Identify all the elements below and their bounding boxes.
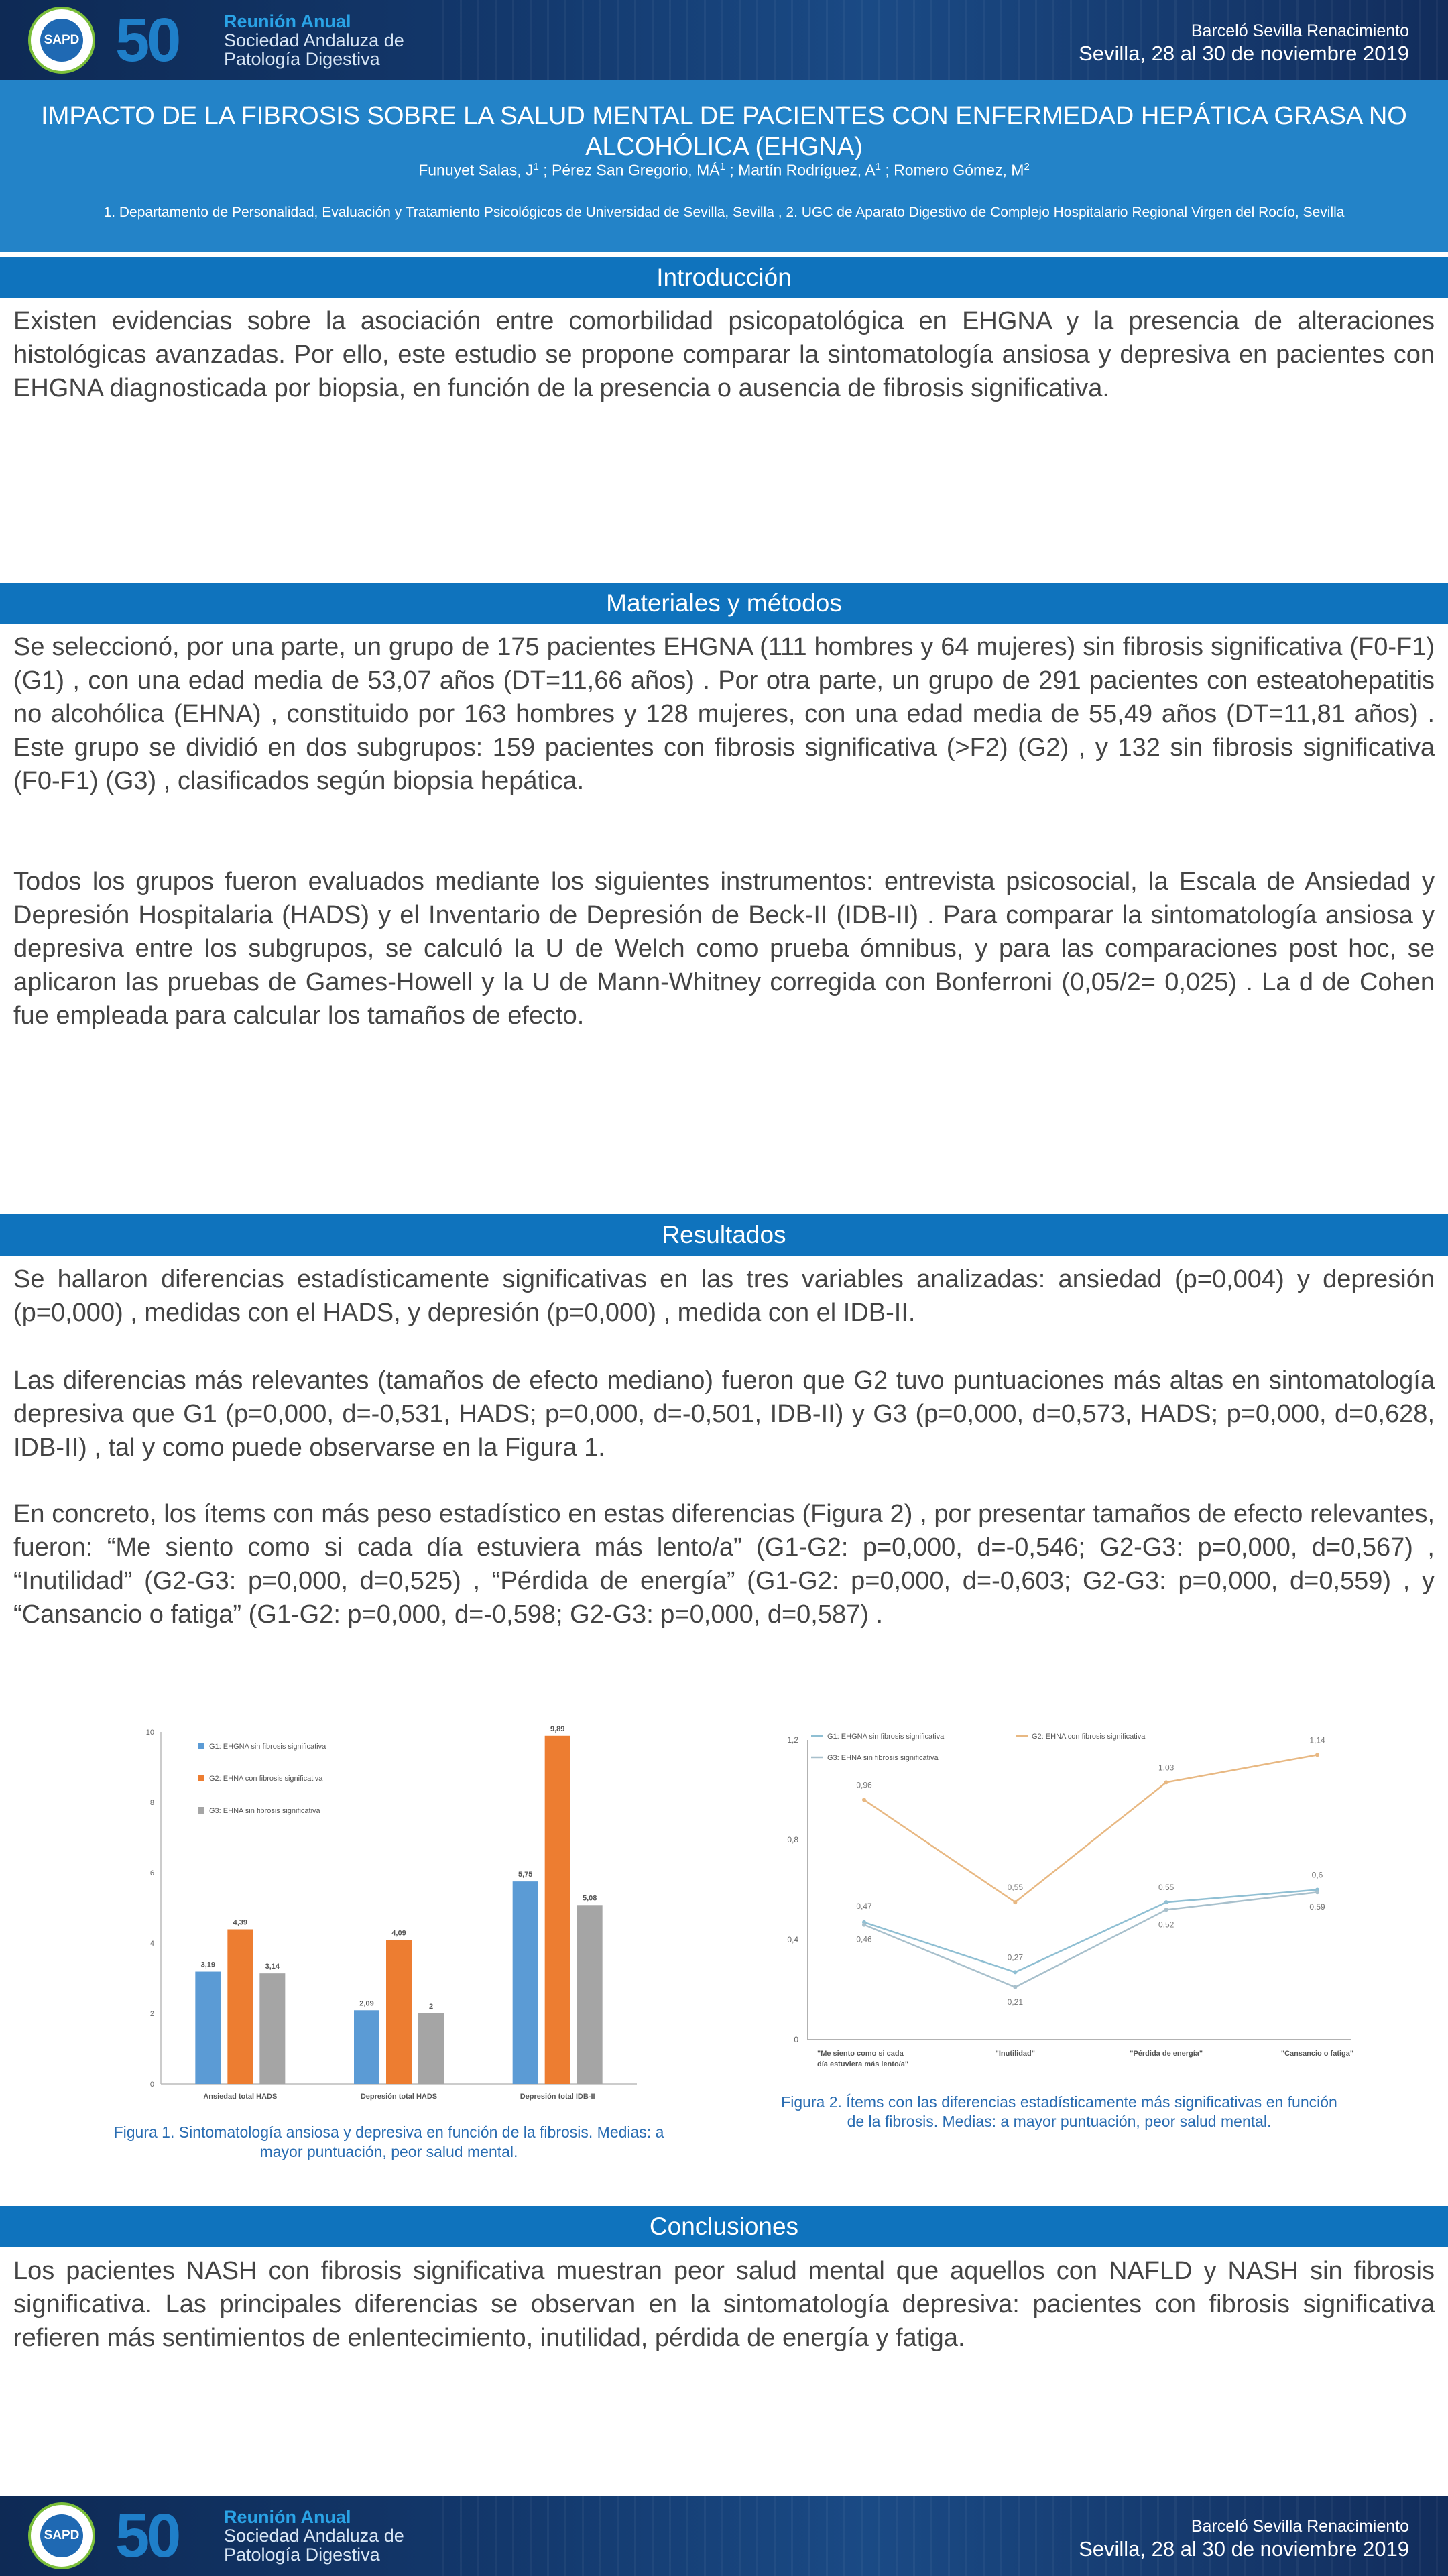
y-tick-label: 2 [149,2010,154,2018]
bar [354,2010,379,2084]
legend-swatch [198,1807,204,1814]
authors-line [0,161,1448,180]
point-value-label: 0,6 [1311,1870,1323,1880]
event-dates: Sevilla, 28 al 30 de noviembre 2019 [1079,42,1409,65]
sapd-logo-text: SAPD [40,19,83,62]
figure-1-caption: Figura 1. Sintomatología ansiosa y depresiva en función de la fibrosis. Medias: a mayor puntuación, peor salud mental. [113,2123,664,2160]
legend-label: G2: EHNA con fibrosis significativa [209,1775,323,1783]
author-name: Pérez San Gregorio, MÁ [552,161,720,179]
anniversary-logo: 50 [115,6,179,74]
event-line-2: Sociedad Andaluza de [224,30,404,50]
header-banner [0,0,1448,80]
bar-value-label: 9,89 [550,1724,565,1733]
point-value-label: 0,47 [856,1901,872,1911]
legend-label: G2: EHNA con fibrosis significativa [1032,1733,1146,1741]
author-affiliation-number: 1 [719,161,725,172]
bar [227,1930,253,2084]
point-value-label: 0,55 [1158,1883,1174,1893]
author-separator: ; [538,161,552,179]
bar-value-label: 3,19 [200,1960,216,1969]
bar [418,2013,444,2084]
sapd-logo [28,2502,95,2569]
data-point [1013,1970,1017,1974]
bar-value-label: 3,14 [265,1963,280,1971]
author-separator: ; [881,161,894,179]
x-category-label: "Inutilidad" [995,2050,1035,2058]
anniversary-logo: 50 [115,2502,179,2570]
section-heading-intro: Introducción [0,257,1448,298]
bar-value-label: 2 [428,2003,434,2011]
venue-info [1079,2516,1409,2561]
data-point [862,1923,866,1927]
bar [513,1881,538,2084]
intro-text: Existen evidencias sobre la asociación entre comorbilidad psicopatológica en EHGNA y la presencia de alteraciones histológicas avanzadas. Por ello, este estudio se propone comparar la sintomatología ansiosa y depresiva en pacientes con EHGNA diagnosticada por biopsia, en función de la presencia o ausencia de fibrosis significativa. [13,307,1435,402]
data-point [1164,1900,1168,1904]
x-category-label-line: "Me siento como si cada [817,2050,904,2058]
author-name: Funuyet Salas, J [418,161,534,179]
data-point [1315,1890,1319,1894]
series-line [864,1890,1317,1973]
event-line-3: Patología Digestiva [224,49,380,69]
footer-banner [0,2496,1448,2576]
point-value-label: 1,03 [1158,1763,1174,1773]
figure-1-bar-chart [94,1720,650,2109]
y-tick-label: 4 [149,1940,154,1948]
y-tick-label: 1,2 [787,1735,798,1745]
author-name: Martín Rodríguez, A [738,161,876,179]
point-value-label: 1,14 [1309,1735,1325,1745]
point-value-label: 0,55 [1007,1883,1024,1893]
section-heading-results: Resultados [0,1214,1448,1256]
point-value-label: 0,52 [1158,1920,1174,1930]
section-heading-conclusions: Conclusiones [0,2206,1448,2247]
series-line [864,1892,1317,1987]
x-category-label: Depresión total IDB-II [520,2093,595,2101]
bar [386,1940,412,2084]
point-value-label: 0,96 [856,1780,872,1790]
legend-swatch [198,1775,204,1781]
methods-paragraph-1: Se seleccionó, por una parte, un grupo de 175 pacientes EHGNA (111 hombres y 64 mujeres) sin fibrosis significativa (F0-F1) (G1) , con una edad media de 53,07 años (DT=11,66 años) . Por otra parte, un grupo de 291 pacientes con esteatohepatitis no alcohólica (EHNA) , constituido por 163 hombres y 128 mujeres, con una edad media de 55,49 años (DT=11,81 años) . Este grupo se dividió en dos subgrupos: 159 pacientes con fibrosis significativa (>F2) (G2) , y 132 sin fibrosis significativa (F0-F1) (G3) , clasificados según biopsia hepática. [13,633,1435,795]
bar [195,1972,221,2084]
event-logo-text [224,2508,404,2564]
event-line-1: Reunión Anual [224,11,351,32]
bar-value-label: 4,09 [391,1929,406,1938]
event-line-3: Patología Digestiva [224,2544,380,2565]
data-point [1013,1985,1017,1989]
y-tick-label: 6 [149,1869,154,1877]
bar-value-label: 4,39 [233,1918,248,1927]
legend-label: G1: EHGNA sin fibrosis significativa [209,1743,326,1751]
author-name: Romero Gómez, M [894,161,1024,179]
y-tick-label: 0 [149,2081,154,2089]
data-point [862,1798,866,1802]
venue-name: Barceló Sevilla Renacimiento [1191,21,1409,40]
data-point [1013,1900,1017,1904]
data-point [1315,1753,1319,1757]
venue-name: Barceló Sevilla Renacimiento [1191,2517,1409,2536]
legend-label: G3: EHNA sin fibrosis significativa [209,1807,320,1815]
sapd-logo-text: SAPD [40,2514,83,2557]
bar-value-label: 5,08 [582,1894,597,1903]
affiliations: 1. Departamento de Personalidad, Evaluación y Tratamiento Psicológicos de Universidad de Sevilla, Sevilla , 2. UGC de Aparato Digestivo de Complejo Hospitalario Regional Virgen del Rocío, Sevilla [103,204,1345,220]
series-line [864,1755,1317,1902]
event-line-1: Reunión Anual [224,2507,351,2527]
figure-2-line-chart [754,1720,1371,2082]
point-value-label: 0,27 [1007,1952,1024,1963]
x-category-label-line: día estuviera más lento/a" [817,2060,909,2068]
legend-swatch [198,1743,204,1749]
bar [577,1905,603,2084]
methods-paragraph-2: Todos los grupos fueron evaluados mediante los siguientes instrumentos: entrevista psicosocial, la Escala de Ansiedad y Depresión Hospitalaria (HADS) y el Inventario de Depresión de Beck-II (IDB-II) . Para comparar la sintomatología ansiosa y depresiva entre los subgrupos, se calculó la U de Welch como prueba ómnibus, y para las comparaciones post hoc, se aplicaron las pruebas de Games-Howell y la U de Mann-Whitney corregida con Bonferroni (0,05/2= 0,025) . La d de Cohen fue empleada para calcular los tamaños de efecto. [13,868,1435,1030]
data-point [1164,1780,1168,1784]
event-dates: Sevilla, 28 al 30 de noviembre 2019 [1079,2537,1409,2561]
x-category-label: Depresión total HADS [360,2093,438,2101]
conclusions-text: Los pacientes NASH con fibrosis significativa muestran peor salud mental que aquellos con NAFLD y NASH sin fibrosis significativa. Las principales diferencias se observan en la sintomatología depresiva: pacientes con fibrosis significativa refieren más sentimientos de enlentecimiento, inutilidad, pérdida de energía y fatiga. [13,2257,1435,2352]
y-tick-label: 0,8 [787,1835,798,1845]
x-category-label: "Pérdida de energía" [1130,2050,1203,2058]
point-value-label: 0,46 [856,1934,872,1944]
event-line-2: Sociedad Andaluza de [224,2526,404,2546]
point-value-label: 0,21 [1007,1997,1024,2007]
venue-info [1079,20,1409,66]
author-affiliation-number: 2 [1024,161,1030,172]
results-paragraph-2: Las diferencias más relevantes (tamaños de efecto mediano) fueron que G2 tuvo puntuaciones más altas en sintomatología depresiva que G1 (p=0,000, d=-0,531, HADS; p=0,000, d=-0,501, IDB-II) y G3 (p=0,000, d=0,573, HADS; p=0,000, d=0,628, IDB-II) , tal y como puede observarse en la Figura 1. [13,1366,1435,1462]
bar-value-label: 2,09 [359,1999,374,2008]
x-category-label: "Cansancio o fatiga" [1280,2050,1354,2058]
y-tick-label: 0 [794,2035,798,2044]
section-heading-methods: Materiales y métodos [0,583,1448,624]
title-block [0,80,1448,252]
author-separator: ; [725,161,739,179]
y-tick-label: 0,4 [787,1935,798,1944]
data-point [1164,1908,1168,1912]
results-paragraph-1: Se hallaron diferencias estadísticamente significativas en las tres variables analizadas: ansiedad (p=0,004) y depresión (p=0,000) , medidas con el HADS, y depresión (p=0,000) , medida con el IDB-II. [13,1265,1435,1327]
legend-label: G1: EHGNA sin fibrosis significativa [827,1733,945,1741]
figure-2-caption: Figura 2. Ítems con las diferencias estadísticamente más significativas en función de la fibrosis. Medias: a mayor puntuación, peor salud mental. [781,2093,1337,2130]
poster-title: IMPACTO DE LA FIBROSIS SOBRE LA SALUD MENTAL DE PACIENTES CON ENFERMEDAD HEPÁTICA GRASA NO ALCOHÓLICA (EHGNA) [41,102,1407,161]
point-value-label: 0,59 [1309,1902,1325,1912]
author-affiliation-number: 1 [533,161,539,172]
y-tick-label: 10 [145,1729,154,1737]
results-paragraph-3: En concreto, los ítems con más peso estadístico en estas diferencias (Figura 2) , por presentar tamaños de efecto relevantes, fueron: “Me siento como si cada día estuviera más lento/a” (G1-G2: p=0,000, d=-0,546; G2-G3: p=0,000, d=0,567) , “Inutilidad” (G2-G3: p=0,000, d=0,525) , “Pérdida de energía” (G1-G2: p=0,000, d=-0,603; G2-G3: p=0,000, d=0,559) , y “Cansancio o fatiga” (G1-G2: p=0,000, d=-0,598; G2-G3: p=0,000, d=0,587) . [13,1500,1435,1629]
author-affiliation-number: 1 [875,161,881,172]
y-tick-label: 8 [149,1799,154,1807]
bar [259,1973,285,2084]
bar [545,1736,570,2084]
bar-value-label: 5,75 [518,1871,533,1879]
x-category-label: Ansiedad total HADS [203,2093,278,2101]
event-logo-text [224,12,404,68]
sapd-logo [28,7,95,74]
legend-label: G3: EHNA sin fibrosis significativa [827,1754,939,1762]
